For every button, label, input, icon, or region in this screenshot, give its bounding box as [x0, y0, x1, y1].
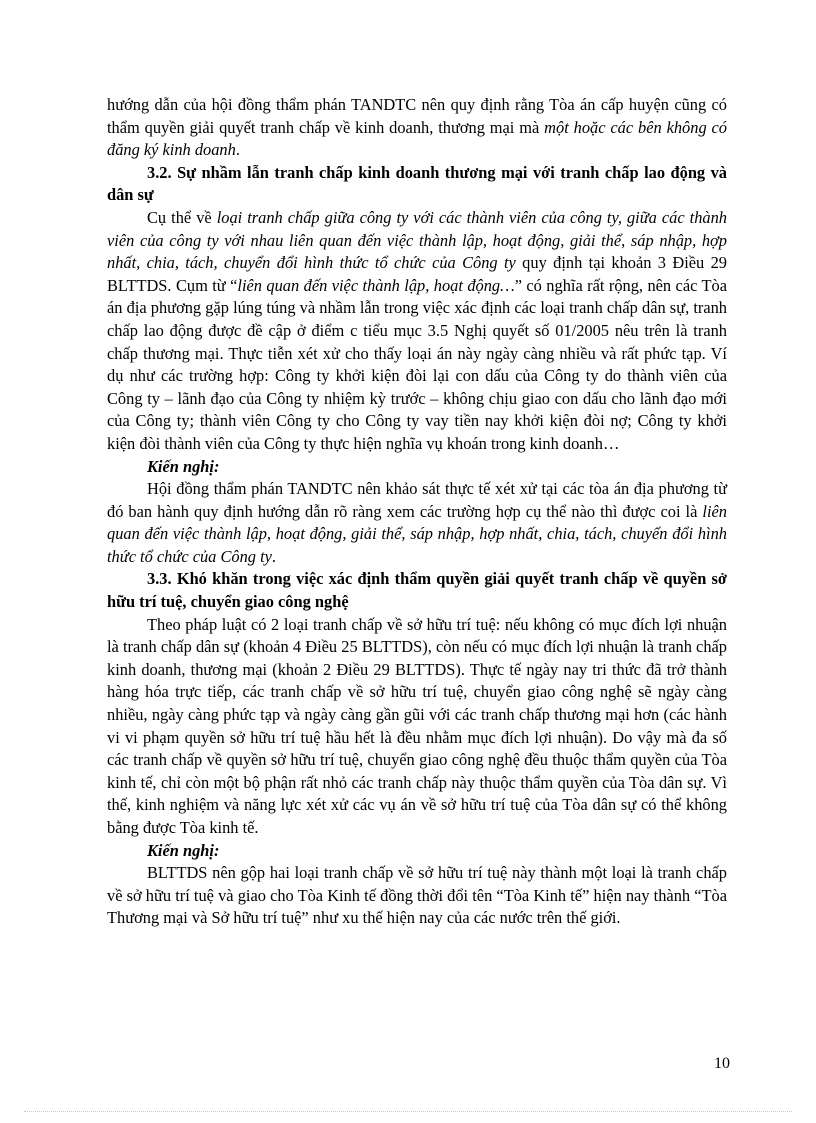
paragraph-text: .	[271, 546, 277, 566]
paragraph-text: ” có nghĩa rất rộng, nên các Tòa án địa phương gặp lúng túng và nhầm lẫn trong việc xác định các loại tranh chấp dân sự, tranh chấp lao động được đề cập ở điểm c tiểu mục 3.5 Nghị quyết số 01/2005 nêu trên là tranh chấp thương mại. Thực tiễn xét xử cho thấy loại án này ngày càng nhiều và rất phức tạp. Ví dụ như các trường hợp: Công ty khởi kiện đòi lại con dấu của Công ty do thành viên của Công ty – lãnh đạo của Công ty nhiệm kỳ trước – không chịu giao con dấu cho lãnh đạo mới của Công ty; thành viên Công ty cho Công ty vay tiền nay khởi kiện đòi nợ; Công ty khởi kiện đòi thành viên của Công ty thực hiện nghĩa vụ khoán trong kinh doanh…	[107, 275, 727, 453]
paragraph-italic-text: liên quan đến việc thành lập, hoạt động…	[237, 275, 515, 295]
paragraph-italic-text: loại tranh chấp giữa công ty với các thành viên của công ty, giữa các thành viên của công ty với nhau liên quan đến việc thành lập, hoạt động, giải thể, sáp nhập, hợp nhất, chia, tách, chuyển đổi hình thức tổ chức của Công ty	[107, 207, 727, 273]
footer-divider	[24, 1111, 792, 1112]
paragraph-text: Cụ thể về	[147, 207, 217, 227]
section-heading-3-3: 3.3. Khó khăn trong việc xác định thẩm quyền giải quyết tranh chấp về quyền sở hữu trí tuệ, chuyển giao công nghệ	[107, 569, 727, 612]
page-number: 10	[714, 1055, 730, 1072]
paragraph-italic-text: liên quan đến việc thành lập, hoạt động, giải thể, sáp nhập, hợp nhất, chia, tách, chuyển đổi hình thức tổ chức của Công ty	[107, 501, 727, 566]
document-page	[107, 94, 727, 930]
recommendation-label: Kiến nghị:	[147, 840, 220, 860]
recommendation-label: Kiến nghị:	[147, 456, 220, 476]
paragraph-text: hướng dẫn của hội đồng thẩm phán TANDTC nên quy định rằng Tòa án cấp huyện cũng có thẩm quyền giải quyết tranh chấp về kinh doanh, thương mại mà	[107, 95, 727, 137]
paragraph-text: .	[235, 140, 240, 160]
paragraph-italic-text: một hoặc các bên không có đăng ký kinh doanh	[107, 117, 728, 160]
section-heading-3-2: 3.2. Sự nhầm lẫn tranh chấp kinh doanh thương mại với tranh chấp lao động và dân sự	[107, 162, 727, 205]
paragraph-3-3-recommendation: BLTTDS nên gộp hai loại tranh chấp về sở hữu trí tuệ này thành một loại là tranh chấp về sở hữu trí tuệ và giao cho Tòa Kinh tế đồng thời đổi tên “Tòa Kinh tế” hiện nay thành “Tòa Thương mại và Sở hữu trí tuệ” như xu thế hiện nay của các nước trên thế giới.	[107, 863, 727, 928]
paragraph-text: Hội đồng thẩm phán TANDTC nên khảo sát thực tế xét xử tại các tòa án địa phương từ đó ban hành quy định hướng dẫn rõ ràng xem các trường hợp cụ thể nào thì được coi là	[107, 479, 727, 521]
paragraph-text: quy định tại khoản 3 Điều 29 BLTTDS. Cụm từ “	[107, 253, 727, 295]
paragraph-3-2-body	[107, 207, 727, 456]
paragraph-intro	[107, 94, 727, 162]
paragraph-3-3-body: Theo pháp luật có 2 loại tranh chấp về sở hữu trí tuệ: nếu không có mục đích lợi nhuận là tranh chấp dân sự (khoản 4 Điều 25 BLTTDS), còn nếu có mục đích lợi nhuận là tranh chấp kinh doanh, thương mại (khoản 2 Điều 29 BLTTDS). Thực tế ngày nay tri thức đã trở thành hàng hóa trực tiếp, các tranh chấp về sở hữu trí tuệ, chuyển giao công nghệ sẽ ngày càng nhiều, ngày càng phức tạp và ngày càng gần gũi với các tranh chấp thương mại hơn (các hành vi vi phạm quyền sở hữu trí tuệ hầu hết là đều nhằm mục đích lợi nhuận). Do vậy mà đa số các tranh chấp về quyền sở hữu trí tuệ, chuyển giao công nghệ đều thuộc thẩm quyền của Tòa kinh tế, chỉ còn một bộ phận rất nhỏ các tranh chấp này thuộc thẩm quyền của Tòa dân sự. Vì thế, kinh nghiệm và năng lực xét xử các vụ án về sở hữu trí tuệ của Tòa dân sự có thể không bằng được Tòa kinh tế.	[107, 614, 727, 837]
paragraph-3-2-recommendation	[107, 478, 727, 568]
